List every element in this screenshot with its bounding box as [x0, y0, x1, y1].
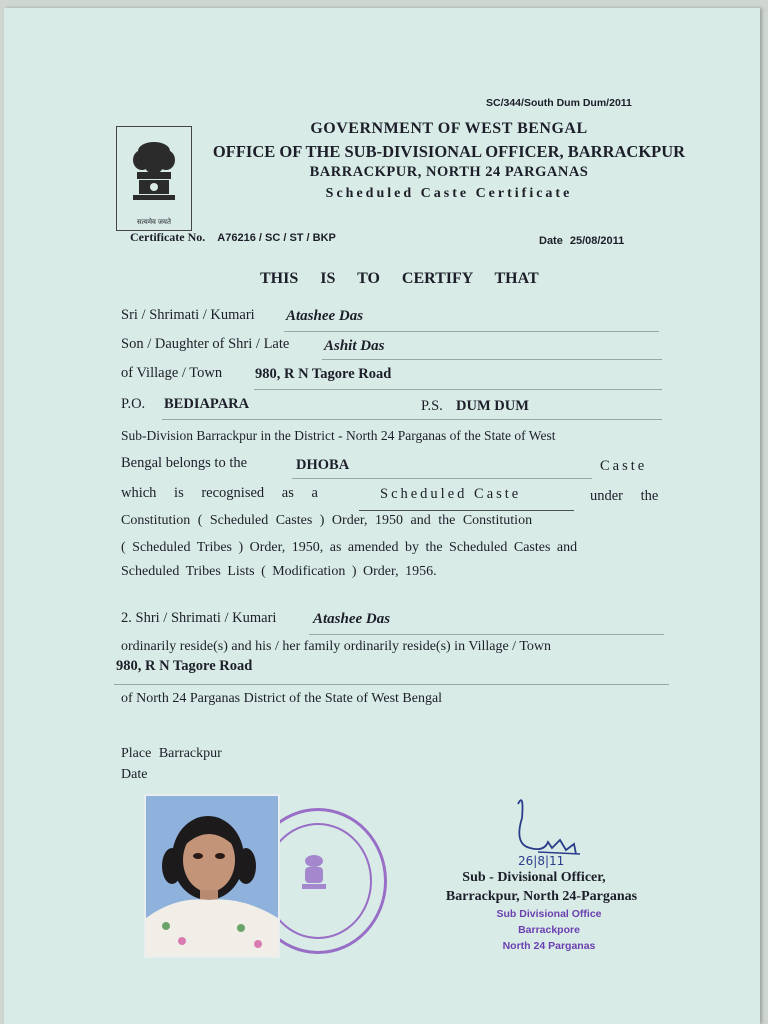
- reside-line: ordinarily reside(s) and his / her family ordinarily reside(s) in Village / Town: [121, 639, 552, 654]
- name-label: Sri / Shrimati / Kumari: [121, 307, 255, 323]
- divider: [322, 359, 662, 360]
- constitution-line-1: Constitution ( Scheduled Castes ) Order, 1950 and the Constitution: [121, 513, 533, 528]
- stamp-district-line: North 24 Parganas: [502, 940, 596, 952]
- ashoka-emblem-icon: [117, 127, 191, 212]
- divider: [292, 478, 592, 479]
- village-label: of Village / Town: [121, 365, 223, 381]
- officer-title: Sub - Divisional Officer,: [462, 870, 606, 885]
- emblem-caption: सत्यमेव जयते: [137, 218, 171, 226]
- certificate-date-label: Date: [539, 235, 563, 247]
- divider: [284, 331, 659, 332]
- certificate-date: [539, 231, 624, 249]
- officer-location: Barrackpur, North 24-Parganas: [445, 889, 638, 904]
- place-field: [121, 746, 222, 762]
- portrait-image: [146, 796, 278, 956]
- divider: [359, 510, 574, 511]
- place-label: Place: [121, 746, 152, 761]
- constitution-line-3: Scheduled Tribes Lists ( Modification ) Order, 1956.: [121, 564, 437, 579]
- under-label: under the: [590, 488, 659, 504]
- certificate-number-label: Certificate No.: [130, 230, 206, 244]
- divider: [114, 684, 669, 685]
- belongs-label: Bengal belongs to the: [121, 455, 248, 471]
- certificate-number: [130, 228, 336, 246]
- header-location: BARRACKPUR, NORTH 24 PARGANAS: [309, 164, 589, 180]
- name-value: Atashee Das: [286, 308, 364, 324]
- village-value: 980, R N Tagore Road: [255, 366, 392, 382]
- constitution-line-2: ( Scheduled Tribes ) Order, 1950, as amended by the Scheduled Castes and: [121, 540, 578, 555]
- divider: [254, 389, 662, 390]
- certificate-date-value: 25/08/2011: [569, 235, 625, 247]
- stamp-town-line: Barrackpore: [518, 924, 580, 936]
- caste-value: DHOBA: [296, 457, 350, 473]
- reference-number: SC/344/South Dum Dum/2011: [486, 97, 632, 109]
- parent-value: Ashit Das: [324, 338, 385, 354]
- certificate-page: [4, 8, 760, 1024]
- recognised-label: which is recognised as a: [121, 485, 318, 501]
- po-value: BEDIAPARA: [164, 396, 250, 412]
- certificate-number-value: A76216 / SC / ST / BKP: [217, 232, 336, 244]
- applicant-photo: [144, 794, 280, 958]
- parent-label: Son / Daughter of Shri / Late: [121, 336, 290, 352]
- ps-value: DUM DUM: [456, 398, 529, 414]
- ps-label: P.S.: [421, 398, 443, 414]
- caste-label: Caste: [600, 458, 648, 474]
- district-line: of North 24 Parganas District of the State of West Bengal: [121, 691, 443, 706]
- section2-label: 2. Shri / Shrimati / Kumari: [121, 610, 277, 626]
- header-government: GOVERNMENT OF WEST BENGAL: [310, 120, 588, 137]
- stamp-office-line: Sub Divisional Office: [496, 908, 602, 920]
- certificate-type: Scheduled Caste Certificate: [325, 186, 573, 201]
- divider: [309, 634, 664, 635]
- certify-title: THIS IS TO CERTIFY THAT: [260, 270, 539, 287]
- header-office: OFFICE OF THE SUB-DIVISIONAL OFFICER, BARRACKPUR: [212, 142, 686, 161]
- po-label: P.O.: [121, 396, 146, 412]
- date-label: Date: [121, 767, 148, 782]
- signature-date: 26|8|11: [518, 854, 565, 868]
- recognised-value: Scheduled Caste: [380, 486, 522, 502]
- address-value: 980, R N Tagore Road: [116, 658, 253, 674]
- subdivision-line: Sub-Division Barrackpur in the District - North 24 Parganas of the State of West: [121, 428, 556, 443]
- state-emblem: [116, 126, 192, 231]
- section2-name-value: Atashee Das: [313, 611, 391, 627]
- place-value: Barrackpur: [158, 746, 222, 761]
- divider: [162, 419, 662, 420]
